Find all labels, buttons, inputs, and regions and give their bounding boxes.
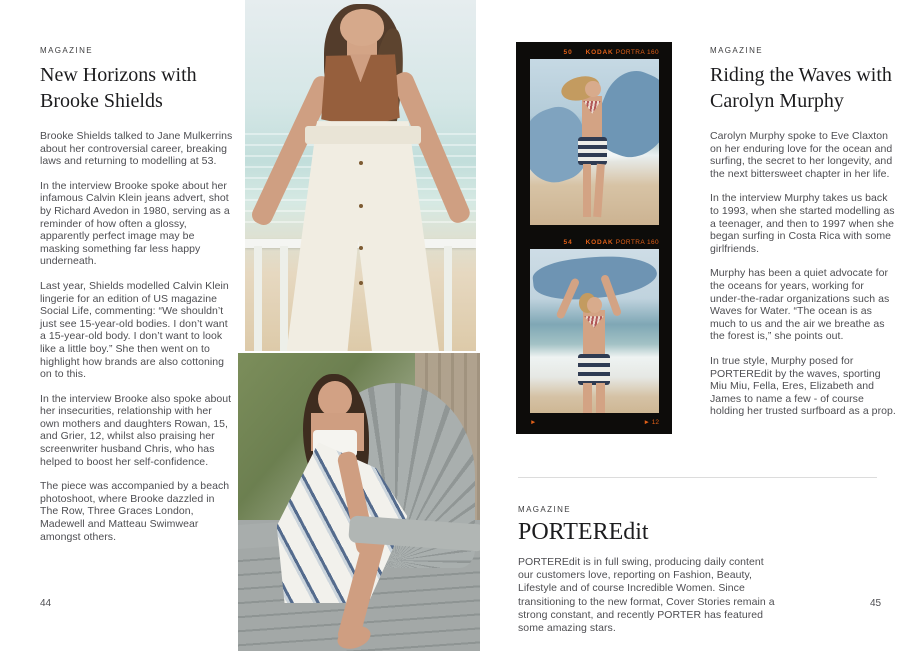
skirt-button (359, 204, 363, 208)
section-label: MAGAZINE (710, 46, 763, 55)
section-label: MAGAZINE (518, 505, 571, 514)
paragraph: In the interview Brooke spoke about her infamous Calvin Klein jeans advert, shot by Richard Avedon in 1980, serving as a reminder of how often a glossy, apparently perfect image may be masking something far less happy underneath. (40, 179, 230, 268)
railing-post (444, 246, 452, 351)
striped-shorts (578, 354, 610, 385)
article-body-carolyn (710, 130, 897, 418)
paragraph: In the interview Murphy takes us back to 1993, when she started modelling as a teenager, and then to 1997 when she began surfing in Costa Rica with some girlfriends. (710, 192, 895, 255)
skirt-belt (305, 126, 421, 144)
film-stock-name: PORTRA 160 (615, 49, 659, 56)
page-number-left: 44 (40, 598, 52, 609)
striped-shorts (578, 137, 608, 165)
kodak-film-strip (516, 42, 672, 434)
film-frame-2-beach (530, 249, 659, 413)
railing-post (280, 246, 288, 351)
article-body-brooke (40, 130, 233, 543)
paragraph: In true style, Murphy posed for PORTEREdit by the waves, sporting Miu Miu, Fella, Eres, Elizabeth and James to name a few - of course holding her trusted surfboard as a prop. (710, 354, 896, 418)
film-footer-row (530, 417, 659, 427)
section-label: MAGAZINE (40, 46, 93, 55)
frame-number: 50 (563, 49, 573, 56)
skirt-button (359, 281, 363, 285)
figure-leg (583, 383, 592, 413)
left-article (40, 46, 233, 555)
frame-number: 54 (563, 239, 573, 246)
film-arrow-icon: ► (530, 418, 537, 426)
film-arrow-icon: ► (643, 418, 650, 426)
paragraph: Last year, Shields modelled Calvin Klein lingerie for an edition of US magazine Social Life, commenting: “We shouldn’t just see 15-year-old bodies. I don’t want a 15-year-old body. I don’t want to look like a little boy.” She then went on to highlight how brands are also cottoning on to this. (40, 279, 229, 381)
article-body-porteredit: PORTEREdit is in full swing, producing daily content our customers love, reporting on Fashion, Beauty, Lifestyle and of course Incredible Women. Since transitioning to the new format, Cover Stories remain a strong constant, and recently PORTER has featured some amazing stars. (518, 556, 775, 635)
porter-article (518, 505, 778, 635)
paragraph: Brooke Shields talked to Jane Mulkerrins about her controversial career, breaking laws and returning to modelling at 53. (40, 130, 233, 168)
paragraph: Carolyn Murphy spoke to Eve Claxton on her enduring love for the ocean and surfing, the secret to her longevity, and the next bittersweet chapter in her life. (710, 130, 893, 180)
figure-leg (583, 164, 591, 217)
article-title-brooke: New Horizons with Brooke Shields (40, 64, 197, 112)
paragraph: The piece was accompanied by a beach photoshoot, where Brooke dazzled in The Row, Three Graces London, Madewell and Matteau Swimwear amongst others. (40, 480, 230, 543)
film-header-row (530, 238, 659, 247)
kodak-brand: KODAK (585, 49, 614, 56)
film-header-row (530, 48, 659, 57)
paragraph: Murphy has been a quiet advocate for the oceans for years, working for under-the-radar organizations such as Waves for Water. “The ocean is as much to us and the air we breathe as the forest is,” she points out. (710, 267, 890, 343)
photo-brooke-standing (245, 0, 476, 351)
film-frame-counter (644, 419, 659, 426)
film-stock-label (586, 239, 659, 246)
film-stock-label (586, 49, 659, 56)
figure-leg (596, 383, 605, 413)
kodak-brand: KODAK (585, 239, 614, 246)
section-divider (518, 477, 877, 478)
figure-head (587, 297, 602, 313)
page-number-right: 45 (870, 598, 882, 609)
right-article (710, 46, 897, 430)
figure-leg (593, 163, 604, 217)
figure-head (585, 81, 600, 98)
film-counter-number: 12 (651, 418, 659, 426)
film-frame-1-beach (530, 59, 659, 225)
article-title-porteredit: PORTEREdit (518, 519, 649, 545)
photo-brooke-seated (238, 353, 480, 651)
railing-post (254, 246, 262, 351)
film-stock-name: PORTRA 160 (615, 239, 659, 246)
paragraph: In the interview Brooke also spoke about her insecurities, relationship with her own mothers and daughters Rowan, 15, and Grier, 12, whilst also praising her screenwriter husband Chris, who has helped to boost her self-confidence. (40, 392, 232, 468)
article-title-carolyn: Riding the Waves with Carolyn Murphy (710, 64, 892, 112)
